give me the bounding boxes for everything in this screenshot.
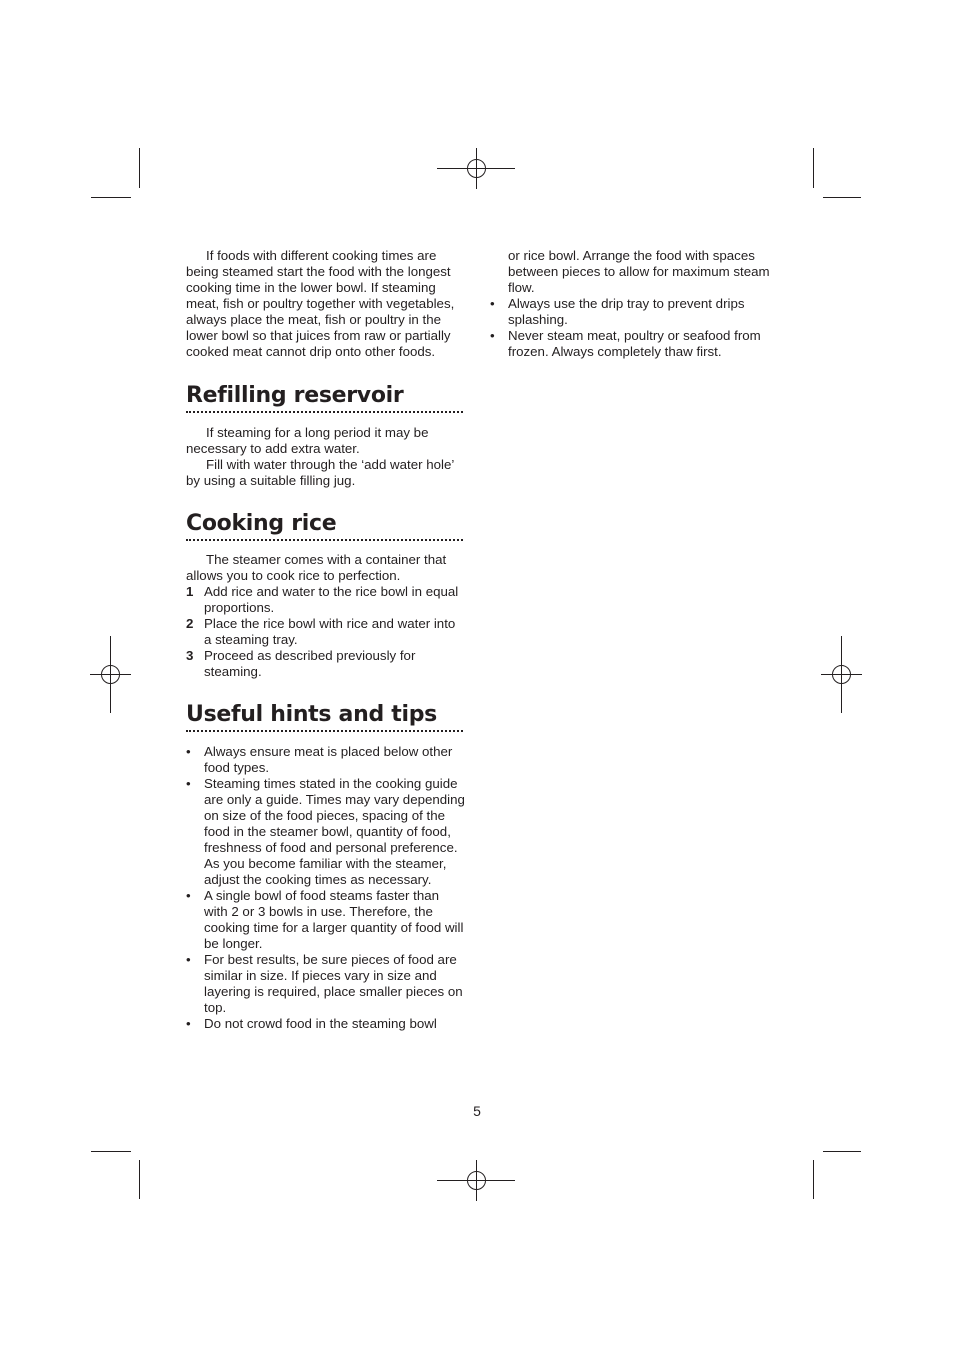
list-item bbox=[186, 648, 466, 680]
right-column bbox=[490, 248, 780, 360]
continuation-paragraph: or rice bowl. Arrange the food with spaces between pieces to allow for maximum steam flow. bbox=[508, 248, 770, 295]
crop-mark bbox=[91, 1151, 131, 1152]
refilling-heading: Refilling reservoir bbox=[186, 383, 463, 413]
list-item bbox=[186, 616, 466, 648]
tip-text: Always ensure meat is placed below other food types. bbox=[204, 744, 453, 775]
tip-text: Never steam meat, poultry or seafood from frozen. Always completely thaw first. bbox=[508, 328, 761, 359]
list-item bbox=[186, 952, 466, 1016]
refilling-paragraph-1: If steaming for a long period it may be necessary to add extra water. bbox=[186, 425, 429, 456]
left-column bbox=[186, 248, 466, 1032]
crop-mark bbox=[139, 1160, 140, 1199]
bullet: • bbox=[186, 744, 191, 759]
right-tips-list bbox=[490, 296, 780, 360]
crop-mark bbox=[91, 197, 131, 198]
step-number: 1 bbox=[186, 584, 194, 599]
list-item bbox=[186, 744, 466, 776]
refilling-paragraph-2: Fill with water through the ‘add water hole’ by using a suitable filling jug. bbox=[186, 457, 454, 488]
step-number: 2 bbox=[186, 616, 194, 631]
cooking-rice-steps bbox=[186, 584, 466, 680]
list-item bbox=[490, 328, 780, 360]
bullet: • bbox=[186, 776, 191, 791]
registration-mark-right bbox=[821, 636, 863, 714]
step-text: Proceed as described previously for steaming. bbox=[204, 648, 416, 679]
tip-text: Always use the drip tray to prevent drips splashing. bbox=[508, 296, 745, 327]
list-item bbox=[186, 1016, 466, 1032]
bullet: • bbox=[490, 328, 495, 343]
list-item bbox=[186, 888, 466, 952]
hints-tips-heading: Useful hints and tips bbox=[186, 702, 463, 732]
tip-text: For best results, be sure pieces of food are similar in size. If pieces vary in size and layering is required, place smaller pieces on top. bbox=[204, 952, 463, 1015]
bullet: • bbox=[186, 1016, 191, 1031]
hints-tips-list bbox=[186, 744, 466, 1032]
registration-mark-bottom bbox=[437, 1160, 517, 1202]
crop-mark bbox=[813, 148, 814, 188]
cooking-rice-intro: The steamer comes with a container that allows you to cook rice to perfection. bbox=[186, 552, 447, 583]
cooking-rice-heading: Cooking rice bbox=[186, 511, 463, 541]
registration-mark-top bbox=[437, 148, 517, 190]
list-item bbox=[186, 776, 466, 888]
bullet: • bbox=[186, 952, 191, 967]
step-number: 3 bbox=[186, 648, 194, 663]
list-item bbox=[490, 296, 780, 328]
intro-paragraph: If foods with different cooking times are being steamed start the food with the longest cooking time in the lower bowl. If steaming meat, fish or poultry together with vegetables, always place the meat, fish or poultry in the lower bowl so that juices from raw or partially cooked meat cannot drip onto other foods. bbox=[186, 248, 455, 359]
step-text: Add rice and water to the rice bowl in equal proportions. bbox=[204, 584, 459, 615]
list-item bbox=[186, 584, 466, 616]
registration-mark-left bbox=[90, 636, 132, 714]
tip-text: Do not crowd food in the steaming bowl bbox=[204, 1016, 437, 1031]
bullet: • bbox=[186, 888, 191, 903]
crop-mark bbox=[823, 197, 861, 198]
page-number: 5 bbox=[473, 1103, 481, 1119]
tip-text: Steaming times stated in the cooking guide are only a guide. Times may vary depending on size of the food pieces, spacing of the food in the steamer bowl, quantity of food, freshness of food and personal preference. As you become familiar with the steamer, adjust the cooking times as necessary. bbox=[204, 776, 465, 887]
step-text: Place the rice bowl with rice and water into a steaming tray. bbox=[204, 616, 456, 647]
crop-mark bbox=[823, 1151, 861, 1152]
tip-text: A single bowl of food steams faster than with 2 or 3 bowls in use. Therefore, the cooking time for a larger quantity of food will be longer. bbox=[204, 888, 464, 951]
crop-mark bbox=[139, 148, 140, 188]
crop-mark bbox=[813, 1160, 814, 1199]
bullet: • bbox=[490, 296, 495, 311]
